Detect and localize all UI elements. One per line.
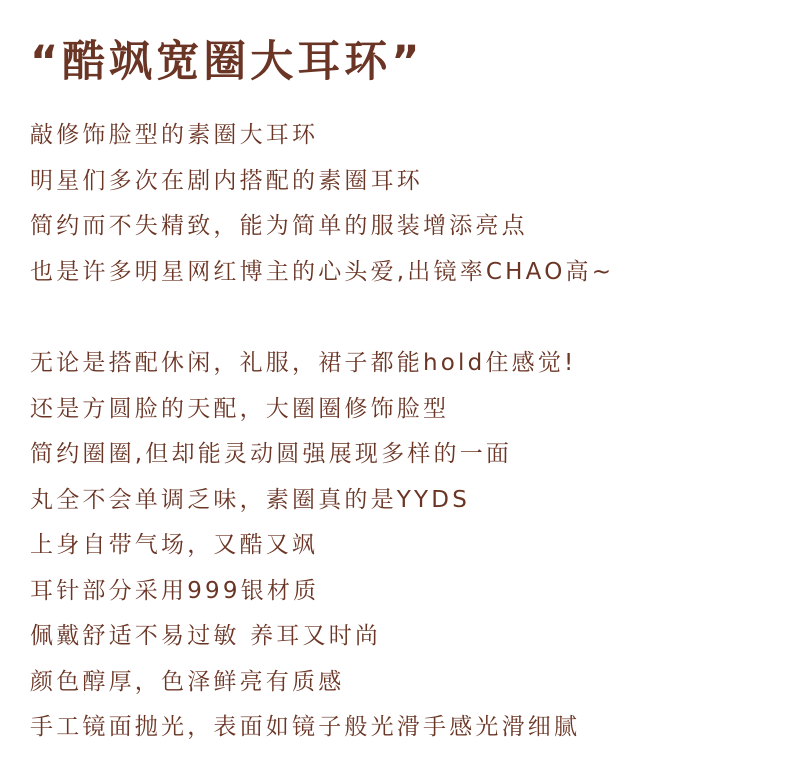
- intro-line: 敲修饰脸型的素圈大耳环: [30, 122, 319, 148]
- feature-line: 耳针部分采用999银材质: [30, 577, 320, 604]
- product-title: “酷飒宽圈大耳环”: [30, 37, 424, 87]
- intro-line: 简约而不失精致，能为简单的服装增添亮点: [30, 213, 528, 239]
- feature-line: 丸全不会单调乏味，素圈真的是YYDS: [30, 486, 471, 513]
- feature-line: 还是方圆脸的天配，大圈圈修饰脸型: [30, 395, 450, 422]
- feature-line: 无论是搭配休闲，礼服，裙子都能hold住感觉!: [30, 350, 577, 376]
- feature-line: 手工镜面抛光，表面如镜子般光滑手感光滑细腻: [30, 714, 581, 740]
- feature-line: 简约圈圈,但却能灵动圆强展现多样的一面: [30, 441, 513, 467]
- feature-line: 颜色醇厚，色泽鲜亮有质感: [30, 668, 345, 695]
- feature-line: 佩戴舒适不易过敏 养耳又时尚: [30, 623, 382, 649]
- intro-line: 也是许多明星网红博主的心头爱,出镜率CHAO高~: [30, 258, 615, 285]
- feature-paragraph: [30, 341, 580, 751]
- feature-line: 上身自带气场，又酷又飒: [30, 532, 319, 558]
- intro-line: 明星们多次在剧内搭配的素圈耳环: [30, 167, 423, 194]
- intro-paragraph: [30, 113, 614, 295]
